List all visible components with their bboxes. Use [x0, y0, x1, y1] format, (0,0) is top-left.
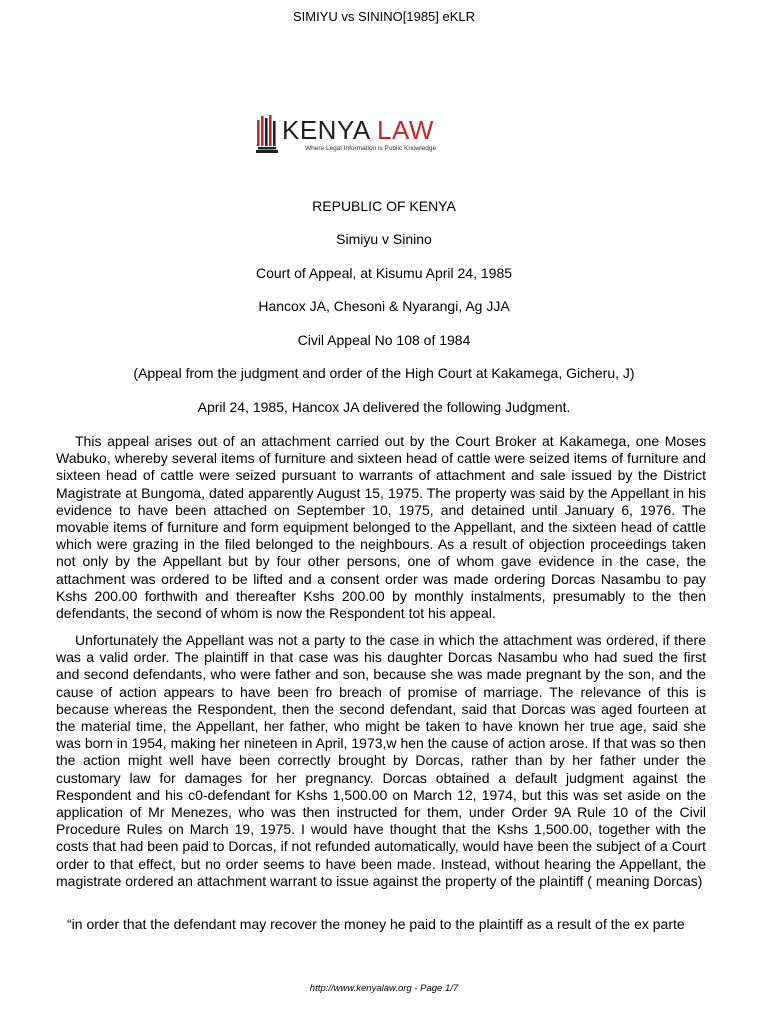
appeal-from-line: (Appeal from the judgment and order of the High Court at Kakamega, Gicheru, J): [133, 365, 635, 381]
kenya-law-logo: [255, 114, 465, 160]
logo-word-kenya: KENYA: [282, 115, 370, 145]
quoted-order-text: “in order that the defendant may recover the money he paid to the plaintiff as a result of the ex parte: [67, 916, 685, 932]
judgment-paragraph-2: [56, 632, 706, 890]
logo-word-law: LAW: [377, 115, 434, 145]
appeal-number: Civil Appeal No 108 of 1984: [297, 332, 471, 348]
paragraph-text: This appeal arises out of an attachment carried out by the Court Broker at Kakamega, one Moses Wabuko, whereby several items of furniture and sixteen head of cattle were seized items of furniture and sixteen head of cattle were seized pursuant to warrants of attachment and sale issued by the District Magistrate at Bungoma, dated apparently August 15, 1975. The property was said by the Appellant in his evidence to have been attached on September 10, 1975, and detained until January 6, 1976. The movable items of furniture and form equipment belonged to the Appellant, and the sixteen head of cattle which were grazing in the filed belonged to the neighbours. As a result of objection proceedings taken not only by the Appellant but by four other persons, one of whom gave evidence in the case, the attachment was ordered to be lifted and a consent order was made ordering Dorcas Nasambu to pay Kshs 200.00 forthwith and thereafter Kshs 200.00 by monthly instalments, presumably to the then defendants, the second of whom is now the Respondent tot his appeal.: [56, 433, 706, 622]
delivery-line: April 24, 1985, Hancox JA delivered the following Judgment.: [197, 399, 571, 415]
case-name: Simiyu v Sinino: [336, 231, 432, 247]
republic-heading: REPUBLIC OF KENYA: [312, 198, 456, 214]
judges-line: Hancox JA, Chesoni & Nyarangi, Ag JJA: [258, 298, 510, 314]
paragraph-text: Unfortunately the Appellant was not a party to the case in which the attachment was ordered, if there was a valid order. The plaintiff in that case was his daughter Dorcas Nasambu who had sued the first and second defendants, who were father and son, because she was made pregnant by the son, and the cause of action appears to have been fro breach of promise of marriage. The relevance of this is because whereas the Respondent, then the second defendant, said that Dorcas was aged fourteen at the material time, the Appellant, her father, who might be taken to have known her true age, said she was born in 1954, making her nineteen in April, 1973,w hen the cause of action arose. If that was so then the action might well have been correctly brought by Dorcas, rather than by her father under the customary law for damages for her pregnancy. Dorcas obtained a default judgment against the Respondent and his c0-defendant for Kshs 1,500.00 on March 12, 1974, but this was set aside on the application of Mr Menezes, who was then instructed for them, under Order 9A Rule 10 of the Civil Procedure Rules on March 19, 1975. I would have thought that the Kshs 1,500.00, together with the costs that had been paid to Dorcas, if not refunded automatically, would have been the subject of a Court order to that effect, but no order seems to have been made. Instead, without hearing the Appellant, the magistrate ordered an attachment warrant to issue against the property of the plaintiff ( meaning Dorcas): [56, 632, 706, 889]
kenya-law-pillars-icon: [255, 114, 279, 156]
page-footer: http://www.kenyalaw.org - Page 1/7: [309, 983, 459, 994]
logo-tagline: Where Legal Information is Public Knowledge: [305, 145, 437, 152]
court-line: Court of Appeal, at Kisumu April 24, 1985: [255, 265, 513, 281]
judgment-paragraph-1: [56, 433, 706, 622]
page-header-title: SIMIYU vs SININO[1985] eKLR: [292, 9, 476, 24]
